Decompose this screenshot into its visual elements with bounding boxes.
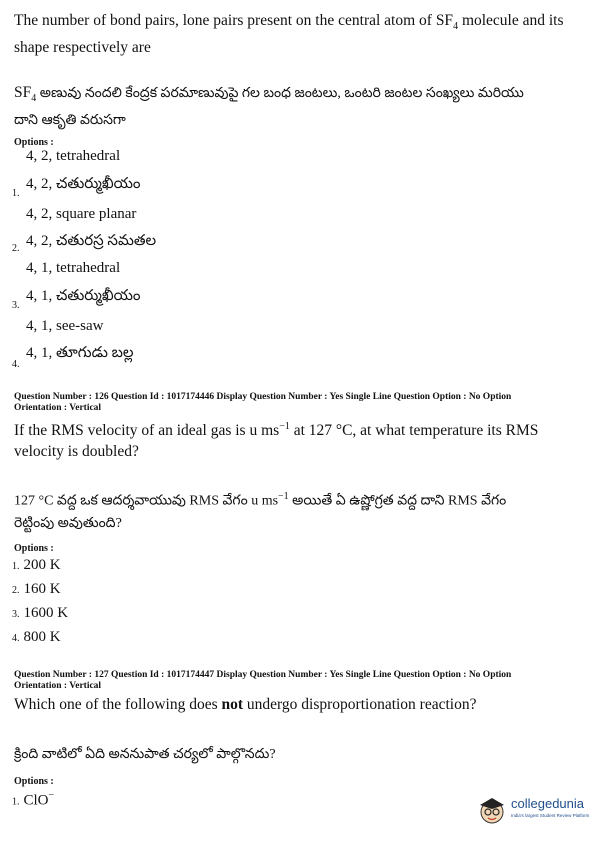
option-2: 2. 160 K bbox=[12, 581, 61, 597]
question-126-english: If the RMS velocity of an ideal gas is u $ms^{-1}$ at 127 °C, at what temperature its RMS velocity is doubled? bbox=[14, 421, 539, 461]
option-3-number: 3. bbox=[12, 300, 20, 311]
option-4-english: 4, 1, see-saw bbox=[26, 318, 104, 334]
question-127-english: Which one of the following does not undergo disproportionation reaction? bbox=[14, 696, 477, 713]
option-4-telugu: 4, 1, తూగుడు బల్ల bbox=[26, 345, 134, 361]
options-label: Options : bbox=[14, 776, 54, 787]
question-126-meta: Question Number : 126 Question Id : 1017174446 Display Question Number : Yes Single Line Question Option : No Option Orientation : Vertical bbox=[14, 392, 512, 413]
option-2-english: 4, 2, square planar bbox=[26, 206, 137, 222]
options-label: Options : bbox=[14, 137, 54, 148]
option-1-telugu: 4, 2, చతుర్ముఖీయం bbox=[26, 176, 141, 192]
question-126-telugu: 127 °C వద్ద ఒక ఆదర్శవాయువు RMS వేగం u $ms^{-1}$ అయితే ఏ ఉష్ణోగ్రత వద్ద దాని RMS వేగం రెట్టింపు అవుతుంది? bbox=[14, 491, 507, 531]
option-1: 1. ClO− bbox=[12, 790, 55, 809]
question-127-meta: Question Number : 127 Question Id : 1017174447 Display Question Number : Yes Single Line Question Option : No Option Orientation : Vertical bbox=[14, 670, 512, 691]
brand-logo bbox=[475, 790, 590, 830]
question-125-english: The number of bond pairs, lone pairs present on the central atom of $SF_4$ molecule and its shape respectively are bbox=[14, 12, 564, 57]
option-1-english: 4, 2, tetrahedral bbox=[26, 148, 121, 164]
option-1: 1. 200 K bbox=[12, 557, 61, 573]
option-4-number: 4. bbox=[12, 359, 20, 370]
option-4: 4. 800 K bbox=[12, 629, 61, 645]
brand-tagline: India's largest Student Review Platform bbox=[511, 813, 590, 818]
option-3-english: 4, 1, tetrahedral bbox=[26, 260, 121, 276]
question-125-telugu: $SF_4$ అణువు నందలి కేంద్రక పరమాణువుపై గల బంధ జంటలు, ఒంటరి జంటల సంఖ్యలు మరియు దాని ఆకృతి వరుసగా bbox=[14, 84, 524, 128]
option-3-telugu: 4, 1, చతుర్ముఖీయం bbox=[26, 288, 141, 304]
question-127-telugu: క్రింది వాటిలో ఏది అననుపాత చర్యలో పాల్గొనదు? bbox=[14, 747, 276, 762]
brand-name: collegedunia bbox=[511, 796, 585, 811]
option-3: 3. 1600 K bbox=[12, 605, 69, 621]
option-2-telugu: 4, 2, చతురస్ర సమతల bbox=[26, 233, 157, 249]
mascot-icon bbox=[475, 793, 509, 827]
options-label: Options : bbox=[14, 543, 54, 554]
option-1-number: 1. bbox=[12, 188, 20, 199]
option-2-number: 2. bbox=[12, 243, 20, 254]
